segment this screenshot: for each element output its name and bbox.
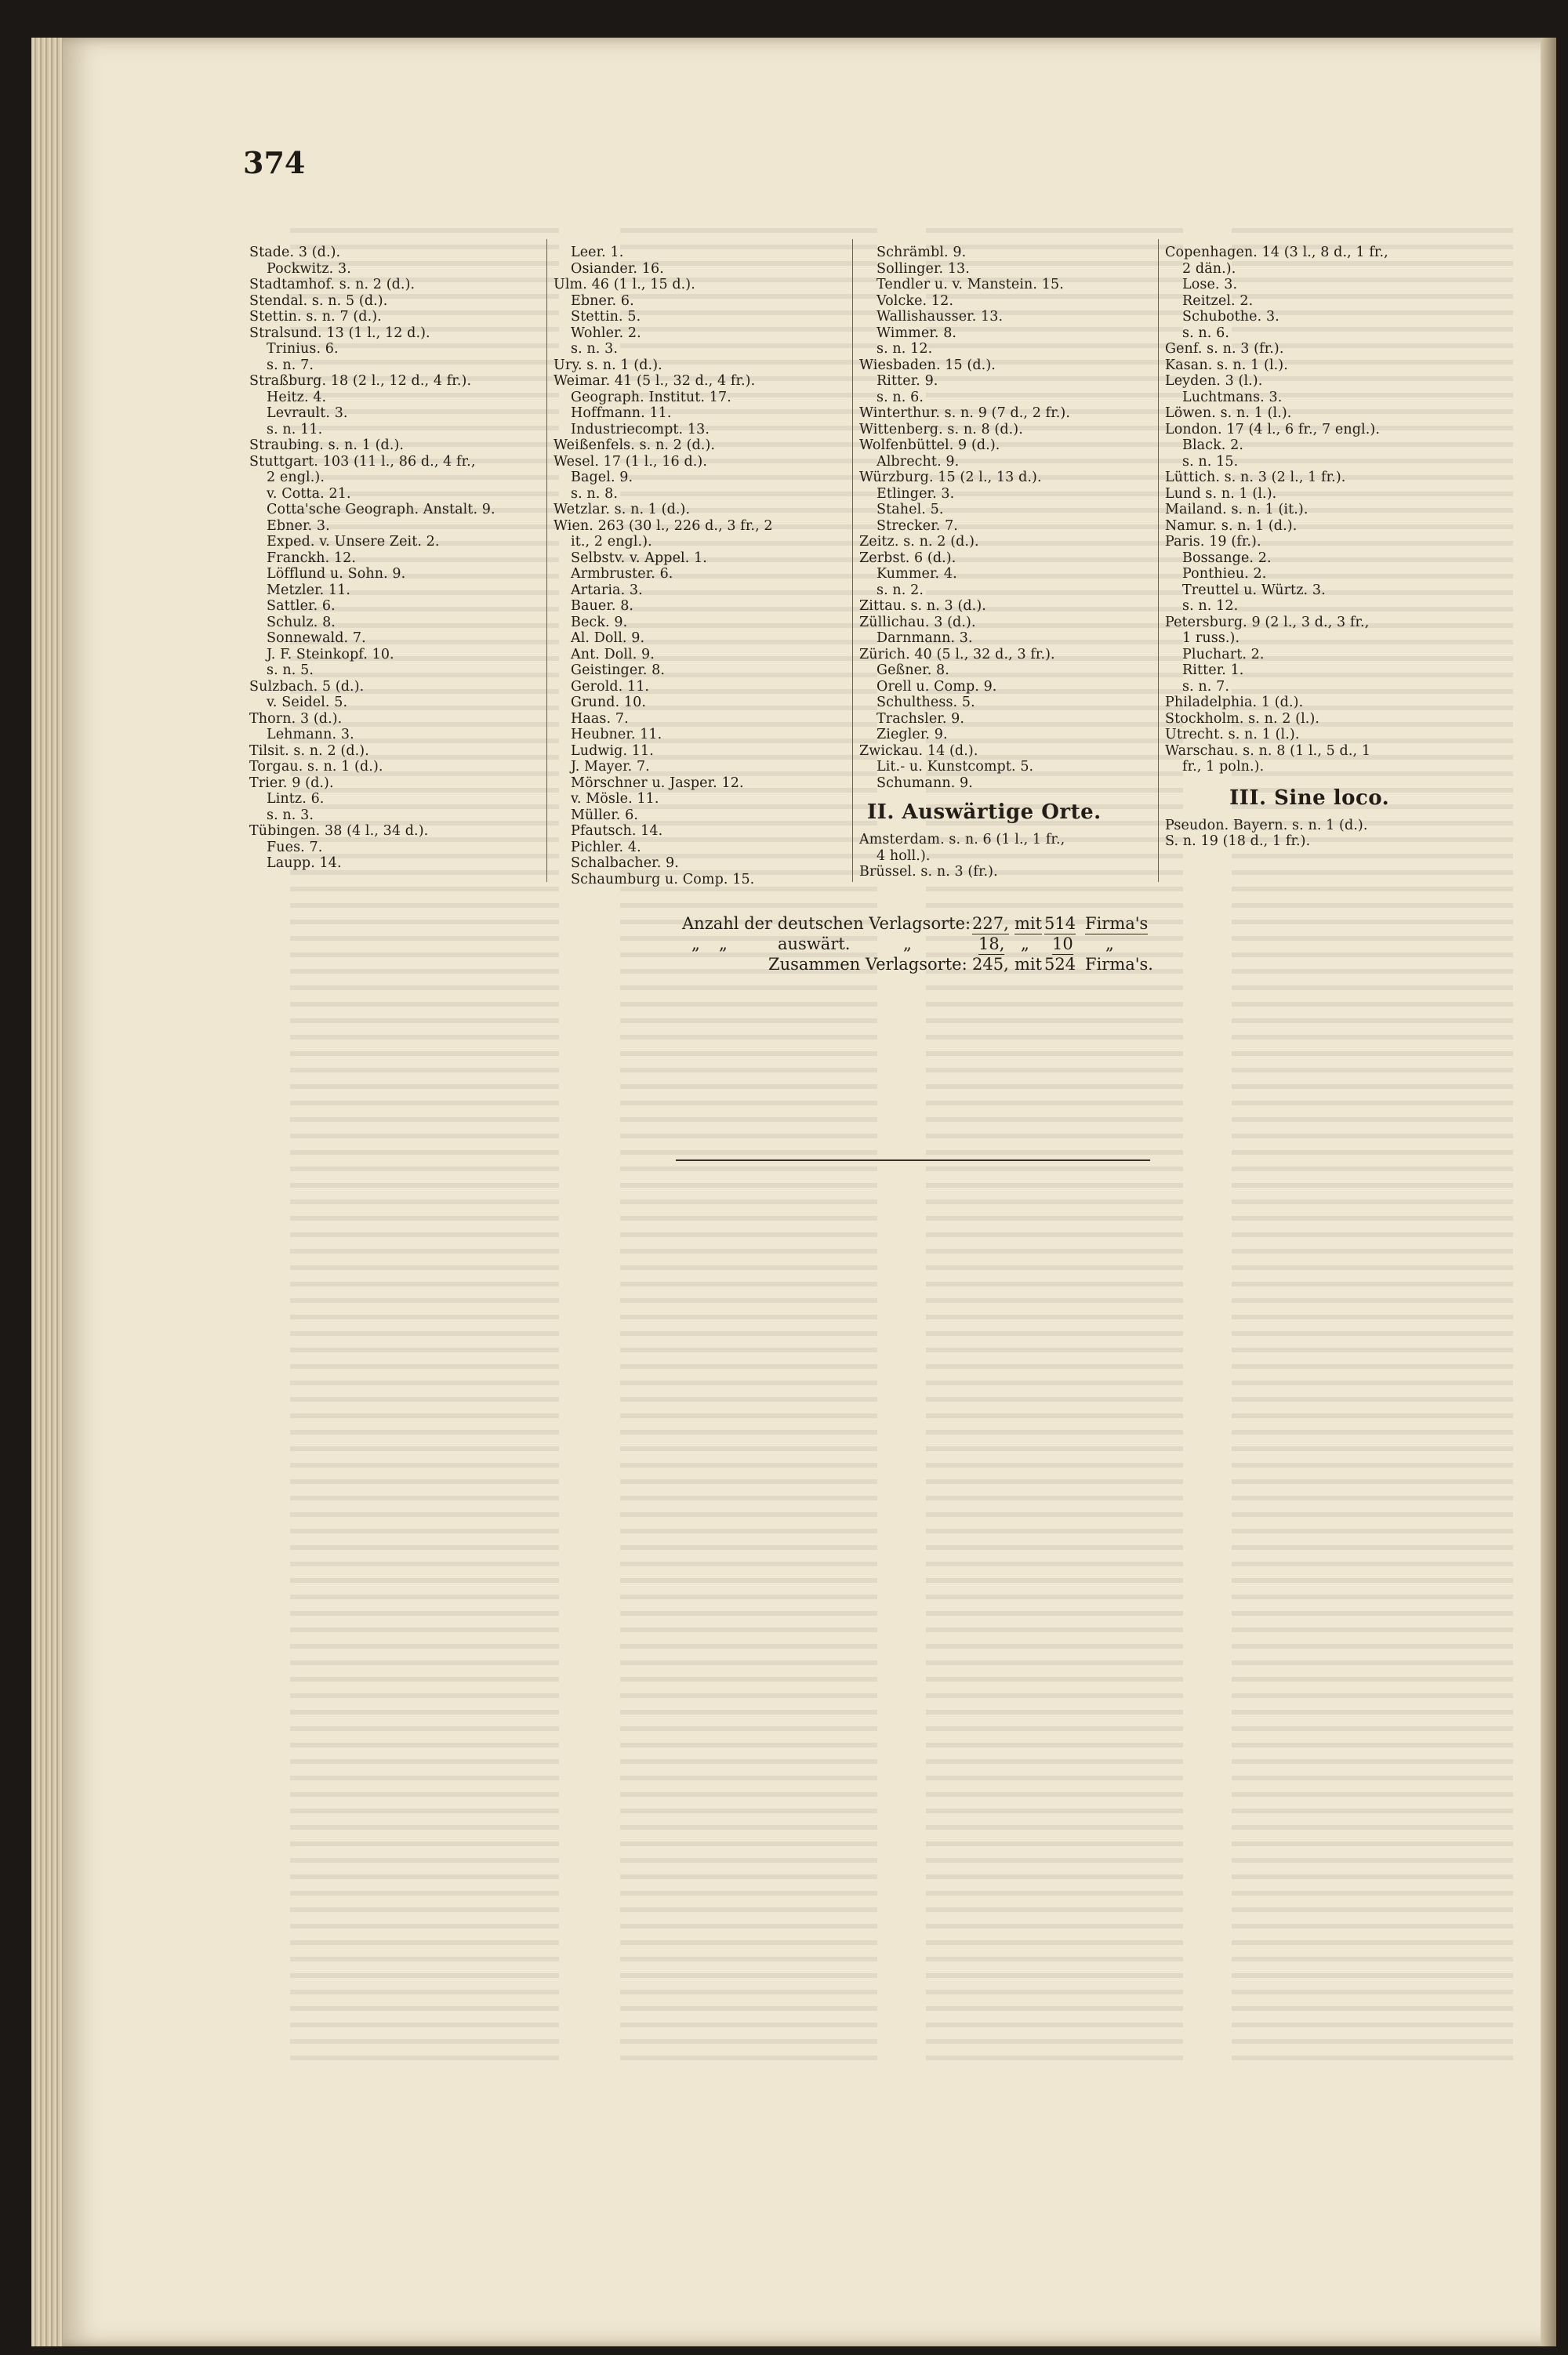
place-entry: Weißenfels. s. n. 2 (d.). [554,437,716,453]
entry-continuation: fr., 1 poln.). [1182,759,1265,775]
summary-suffix: Firma's [1085,914,1149,933]
publisher-entry: Geßner. 8. [877,662,949,678]
summary-label: auswärt. [778,934,851,953]
publisher-entry: J. Mayer. 7. [571,759,650,775]
publisher-entry: s. n. 11. [267,421,323,437]
place-entry: Pseudon. Bayern. s. n. 1 (d.). [1165,817,1368,833]
ditto-mark: „ [1105,934,1114,953]
index-column-1 [249,245,541,872]
publisher-entry: Pockwitz. 3. [267,260,351,277]
page-number: 374 [243,145,306,180]
publisher-entry: Leer. 1. [571,245,624,260]
publisher-entry: Osiander. 16. [571,260,664,277]
publisher-entry: Schulz. 8. [267,614,336,630]
publisher-entry: Pluchart. 2. [1182,646,1265,662]
place-entry: Stade. 3 (d.). [249,245,341,260]
publisher-entry: s. n. 12. [877,341,933,357]
summary-suffix: Firma's. [1085,955,1153,974]
publisher-entry: Lehmann. 3. [267,727,354,742]
publisher-entry: v. Cotta. 21. [267,485,351,502]
publisher-entry: Black. 2. [1182,437,1244,453]
publisher-entry: Sollinger. 13. [877,260,970,277]
publisher-entry: Metzler. 11. [267,582,351,598]
ditto-mark: „ [691,934,700,953]
publisher-entry: Geistinger. 8. [571,662,666,678]
publisher-entry: Schulthess. 5. [877,695,975,710]
publisher-entry: Orell u. Comp. 9. [877,678,997,695]
publisher-entry: J. F. Steinkopf. 10. [267,646,394,662]
place-entry: Genf. s. n. 3 (fr.). [1165,341,1284,357]
place-entry: Würzburg. 15 (2 l., 13 d.). [859,470,1042,485]
publisher-entry: Geograph. Institut. 17. [571,389,731,405]
place-entry: Sulzbach. 5 (d.). [249,678,365,695]
place-entry: Straßburg. 18 (2 l., 12 d., 4 fr.). [249,373,472,389]
place-entry: Tübingen. 38 (4 l., 34 d.). [249,823,429,839]
place-entry: Wetzlar. s. n. 1 (d.). [554,502,691,517]
place-entry: Stendal. s. n. 5 (d.). [249,292,388,309]
place-entry: Lüttich. s. n. 3 (2 l., 1 fr.). [1165,470,1346,485]
summary-firms-value: 524 [1044,955,1076,974]
place-entry: Leyden. 3 (l.). [1165,373,1263,389]
publisher-entry: Stettin. 5. [571,309,641,325]
publisher-entry: Grund. 10. [571,695,647,710]
publisher-entry: Wohler. 2. [571,325,641,341]
place-entry: London. 17 (4 l., 6 fr., 7 engl.). [1165,421,1380,437]
publisher-entry: s. n. 8. [571,485,618,502]
summary-mit: mit [1014,914,1043,933]
publisher-entry: Ebner. 6. [571,292,634,309]
place-entry: Wien. 263 (30 l., 226 d., 3 fr., 2 [554,517,773,534]
publisher-entry: Bossange. 2. [1182,550,1272,566]
summary-places-value: 227, [972,914,1009,933]
publisher-entry: Artaria. 3. [571,582,643,598]
publisher-entry: Etlinger. 3. [877,485,955,502]
index-column-2 [554,245,845,887]
place-entry: Namur. s. n. 1 (d.). [1165,517,1298,534]
publisher-entry: Fues. 7. [267,839,323,855]
publisher-entry: Treuttel u. Würtz. 3. [1182,582,1326,598]
publisher-entry: Tendler u. v. Manstein. 15. [877,277,1064,292]
place-entry: Copenhagen. 14 (3 l., 8 d., 1 fr., [1165,245,1388,260]
publisher-entry: Reitzel. 2. [1182,292,1254,309]
publisher-entry: Cotta'sche Geograph. Anstalt. 9. [267,502,495,517]
publisher-entry: Ant. Doll. 9. [571,646,655,662]
summary-label: Anzahl der deutschen Verlagsorte: [682,914,971,933]
publisher-entry: Schalbacher. 9. [571,855,679,871]
place-entry: S. n. 19 (18 d., 1 fr.). [1165,833,1311,849]
summary-places-value: 245, [972,955,1009,974]
publisher-entry: Kummer. 4. [877,566,957,582]
publisher-entry: v. Seidel. 5. [267,695,348,710]
publisher-entry: s. n. 15. [1182,453,1239,470]
place-entry: Brüssel. s. n. 3 (fr.). [859,864,998,880]
ditto-mark: „ [903,934,912,953]
publisher-entry: Gerold. 11. [571,678,650,695]
entry-continuation: 2 dän.). [1182,260,1236,277]
publisher-entry: Laupp. 14. [267,855,342,871]
column-divider [546,239,547,882]
place-entry: Kasan. s. n. 1 (l.). [1165,357,1288,373]
publisher-entry: Schumann. 9. [877,775,973,791]
publisher-entry: Müller. 6. [571,807,639,823]
place-entry: Thorn. 3 (d.). [249,710,343,727]
place-entry: Löwen. s. n. 1 (l.). [1165,405,1292,421]
place-entry: Straubing. s. n. 1 (d.). [249,437,405,453]
place-entry: Stadtamhof. s. n. 2 (d.). [249,277,416,292]
publisher-entry: Mörschner u. Jasper. 12. [571,775,744,791]
place-entry: Trier. 9 (d.). [249,775,334,791]
publisher-entry: Exped. v. Unsere Zeit. 2. [267,534,440,550]
publisher-entry: Industriecompt. 13. [571,421,710,437]
summary-row-german [676,913,1178,934]
place-entry: Utrecht. s. n. 1 (l.). [1165,727,1300,742]
summary-table [676,913,1178,974]
place-entry: Stettin. s. n. 7 (d.). [249,309,382,325]
publisher-entry: Armbruster. 6. [571,566,673,582]
place-entry: Torgau. s. n. 1 (d.). [249,759,383,775]
index-column-3 [859,245,1151,880]
publisher-entry: Al. Doll. 9. [571,630,645,646]
publisher-entry: Luchtmans. 3. [1182,389,1283,405]
place-entry: Stralsund. 13 (1 l., 12 d.). [249,325,430,341]
column-divider [852,239,853,882]
summary-row-total [676,954,1178,974]
summary-row-foreign [676,934,1178,954]
section-heading: II. Auswärtige Orte. [867,800,1102,824]
publisher-entry: Hoffmann. 11. [571,405,672,421]
summary-firms-value: 514 [1044,914,1076,933]
place-entry: Ulm. 46 (1 l., 15 d.). [554,277,695,292]
place-entry: Tilsit. s. n. 2 (d.). [249,742,369,759]
place-entry: Zeitz. s. n. 2 (d.). [859,534,979,550]
publisher-entry: Schubothe. 3. [1182,309,1279,325]
publisher-entry: Heubner. 11. [571,727,662,742]
place-entry: Wesel. 17 (1 l., 16 d.). [554,453,708,470]
place-entry: Zittau. s. n. 3 (d.). [859,598,986,614]
section-heading: III. Sine loco. [1229,786,1390,810]
place-entry: Paris. 19 (fr.). [1165,534,1261,550]
place-entry: Stuttgart. 103 (11 l., 86 d., 4 fr., [249,453,476,470]
place-entry: Warschau. s. n. 8 (1 l., 5 d., 1 [1165,742,1371,759]
publisher-entry: s. n. 6. [1182,325,1229,341]
place-entry: Wolfenbüttel. 9 (d.). [859,437,1000,453]
place-entry: Ury. s. n. 1 (d.). [554,357,662,373]
page-edges-stack [31,38,66,2346]
publisher-entry: Ebner. 3. [267,517,330,534]
place-entry: Stockholm. s. n. 2 (l.). [1165,710,1320,727]
publisher-entry: s. n. 7. [1182,678,1229,695]
publisher-entry: Beck. 9. [571,614,628,630]
publisher-entry: Ritter. 9. [877,373,938,389]
summary-firms-value: 10 [1052,934,1073,953]
publisher-entry: Ludwig. 11. [571,742,654,759]
publisher-entry: Ponthieu. 2. [1182,566,1267,582]
publisher-entry: Pfautsch. 14. [571,823,663,839]
place-entry: Zwickau. 14 (d.). [859,742,978,759]
publisher-entry: Albrecht. 9. [877,453,960,470]
publisher-entry: Levrault. 3. [267,405,348,421]
ditto-mark: „ [1021,934,1029,953]
place-entry: Amsterdam. s. n. 6 (1 l., 1 fr., [859,832,1065,847]
publisher-entry: Wimmer. 8. [877,325,957,341]
publisher-entry: Schaumburg u. Comp. 15. [571,871,755,887]
publisher-entry: Volcke. 12. [877,292,953,309]
publisher-entry: s. n. 3. [571,341,618,357]
publisher-entry: Löfflund u. Sohn. 9. [267,566,406,582]
entry-continuation: it., 2 engl.). [571,534,652,550]
publisher-entry: s. n. 7. [267,357,314,373]
publisher-entry: Bauer. 8. [571,598,634,614]
publisher-entry: Selbstv. v. Appel. 1. [571,550,707,566]
place-entry: Winterthur. s. n. 9 (7 d., 2 fr.). [859,405,1071,421]
summary-label: Zusammen Verlagsorte: [768,955,967,974]
publisher-entry: Darnmann. 3. [877,630,973,646]
entry-continuation: 4 holl.). [877,847,931,864]
place-entry: Petersburg. 9 (2 l., 3 d., 3 fr., [1165,614,1370,630]
publisher-entry: Trinius. 6. [267,341,339,357]
place-entry: Wiesbaden. 15 (d.). [859,357,996,373]
publisher-entry: Heitz. 4. [267,389,327,405]
publisher-entry: s. n. 2. [877,582,924,598]
publisher-entry: Lit.- u. Kunstcompt. 5. [877,759,1034,775]
place-entry: Zürich. 40 (5 l., 32 d., 3 fr.). [859,646,1055,662]
ditto-mark: „ [719,934,728,953]
summary-places-value: 18, [978,934,1005,953]
closing-rule [676,1159,1150,1161]
publisher-entry: s. n. 6. [877,389,924,405]
publisher-entry: Stahel. 5. [877,502,944,517]
entry-continuation: 1 russ.). [1182,630,1240,646]
publisher-entry: s. n. 3. [267,807,314,823]
publisher-entry: Wallishausser. 13. [877,309,1004,325]
publisher-entry: Sattler. 6. [267,598,336,614]
place-entry: Züllichau. 3 (d.). [859,614,976,630]
publisher-entry: v. Mösle. 11. [571,791,659,807]
summary-mit: mit [1014,955,1043,974]
publisher-entry: Sonnewald. 7. [267,630,366,646]
column-divider [1158,239,1159,882]
publisher-entry: Ritter. 1. [1182,662,1244,678]
publisher-entry: s. n. 5. [267,662,314,678]
publisher-entry: Bagel. 9. [571,470,633,485]
place-entry: Weimar. 41 (5 l., 32 d., 4 fr.). [554,373,756,389]
publisher-entry: Strecker. 7. [877,517,958,534]
place-entry: Philadelphia. 1 (d.). [1165,695,1304,710]
publisher-entry: Franckh. 12. [267,550,357,566]
place-entry: Wittenberg. s. n. 8 (d.). [859,421,1023,437]
publisher-entry: Schrämbl. 9. [877,245,967,260]
entry-continuation: 2 engl.). [267,470,325,485]
place-entry: Zerbst. 6 (d.). [859,550,956,566]
publisher-entry: Lintz. 6. [267,791,325,807]
index-column-4 [1165,245,1457,850]
place-entry: Lund s. n. 1 (l.). [1165,485,1277,502]
publisher-entry: Ziegler. 9. [877,727,948,742]
publisher-entry: Trachsler. 9. [877,710,965,727]
publisher-entry: s. n. 12. [1182,598,1239,614]
place-entry: Mailand. s. n. 1 (it.). [1165,502,1308,517]
publisher-entry: Haas. 7. [571,710,629,727]
publisher-entry: Lose. 3. [1182,277,1238,292]
page-gutter-shadow [1541,38,1556,2346]
publisher-entry: Pichler. 4. [571,839,641,855]
